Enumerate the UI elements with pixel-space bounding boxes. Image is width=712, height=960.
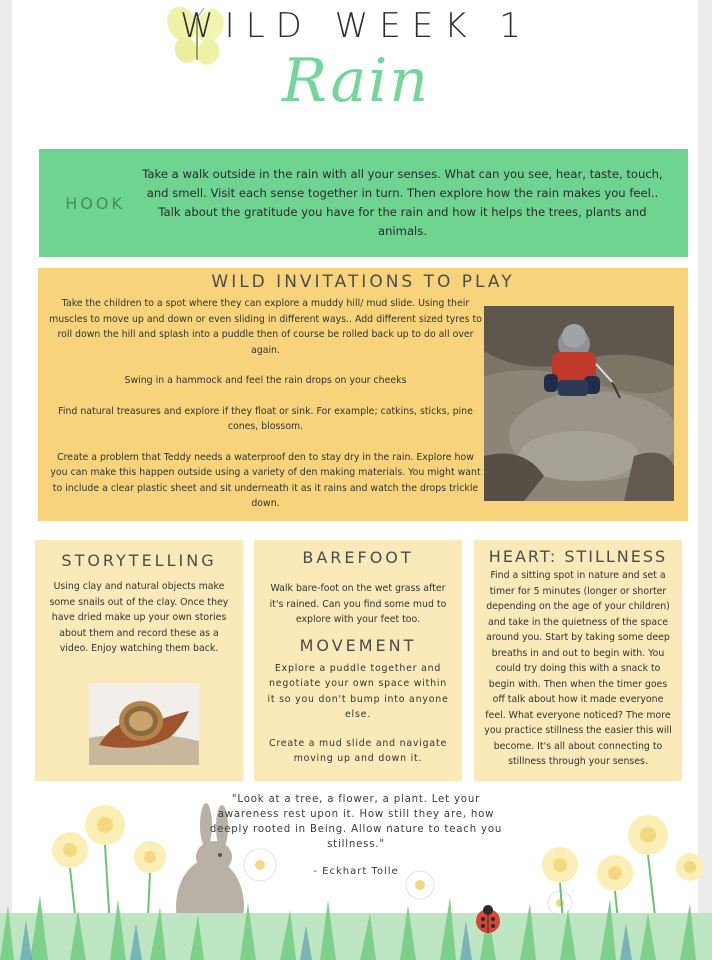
clay-snail-photo	[89, 683, 199, 765]
hook-section	[39, 149, 688, 257]
invitation-paragraph: Find natural treasures and explore if they float or sink. For example; catkins, sticks, pine cones, blossom.	[58, 405, 473, 432]
ladybird-icon	[476, 905, 500, 933]
movement-paragraph: Create a mud slide and navigate moving up and down it.	[268, 737, 448, 764]
barefoot-title: BAREFOOT	[302, 548, 414, 567]
invitation-paragraph: Swing in a hammock and feel the rain drops on your cheeks	[124, 375, 407, 386]
stillness-title: HEART: STILLNESS	[488, 547, 668, 566]
hook-text: Take a walk outside in the rain with all your senses. What can you see, hear, taste, touch, and smell. Visit each sense together in turn. Then explore how the rain makes you feel.. Talk about the gratitude you have for the rain and how it helps the trees, plants and animals.	[142, 167, 663, 238]
quote-text: "Look at a tree, a flower, a plant. Let your awareness rest upon it. How still they are, how deeply rooted in Being. Allow nature to teach you stillness."	[209, 794, 503, 850]
storytelling-text: Using clay and natural objects make some snails out of the clay. Once they have dried make up your own stories about them and record these as a video. Enjoy watching them back.	[49, 581, 229, 654]
movement-text	[264, 661, 452, 767]
page-title: WILD WEEK 1	[180, 6, 532, 46]
invitation-paragraph: Create a problem that Teddy needs a waterproof den to stay dry in the rain. Explore how you can make this happen outside using a variety of den making materials. You might want to include a clear plastic sheet and sit underneath it as it rains and watch the drops trickle down.	[50, 451, 481, 509]
quote-author: - Eckhart Tolle	[313, 866, 399, 877]
hook-label: HOOK	[65, 193, 125, 213]
invitations-section	[38, 268, 688, 521]
stillness-text: Find a sitting spot in nature and set a timer for 5 minutes (longer or shorter depending on the age of your children) and take in the quietness of the space around you. Start by taking some deep breaths in and out to begin with. You could try doing this with a snack to begin with. Then when the timer goes off talk about how it made everyone feel. What everyone noticed? The more you practice stillness the easier this will become. It's all about connecting to stillness through your senses.	[484, 570, 672, 767]
invitations-title: WILD INVITATIONS TO PLAY	[211, 272, 515, 292]
invitations-text	[48, 296, 483, 527]
barefoot-text: Walk bare-foot on the wet grass after it's rained. Can you find some mud to explore with your feet too.	[269, 583, 447, 625]
storytelling-title: STORYTELLING	[61, 551, 217, 570]
movement-title: MOVEMENT	[299, 635, 417, 655]
page-subtitle: Rain	[281, 46, 431, 116]
storytelling-card	[35, 540, 243, 781]
barefoot-card	[254, 540, 462, 781]
child-in-puddle-photo	[484, 306, 674, 501]
movement-paragraph: Explore a puddle together and negotiate your own space within it so you don't bump into anyone else.	[267, 662, 449, 720]
invitation-paragraph: Take the children to a spot where they can explore a muddy hill/ mud slide. Using their muscles to move up and down or even sliding in different ways.. Add different sized tyres to roll down the hill and splash into a puddle then of course be rolled back up to do all over again.	[49, 298, 482, 356]
stillness-card	[474, 540, 682, 781]
